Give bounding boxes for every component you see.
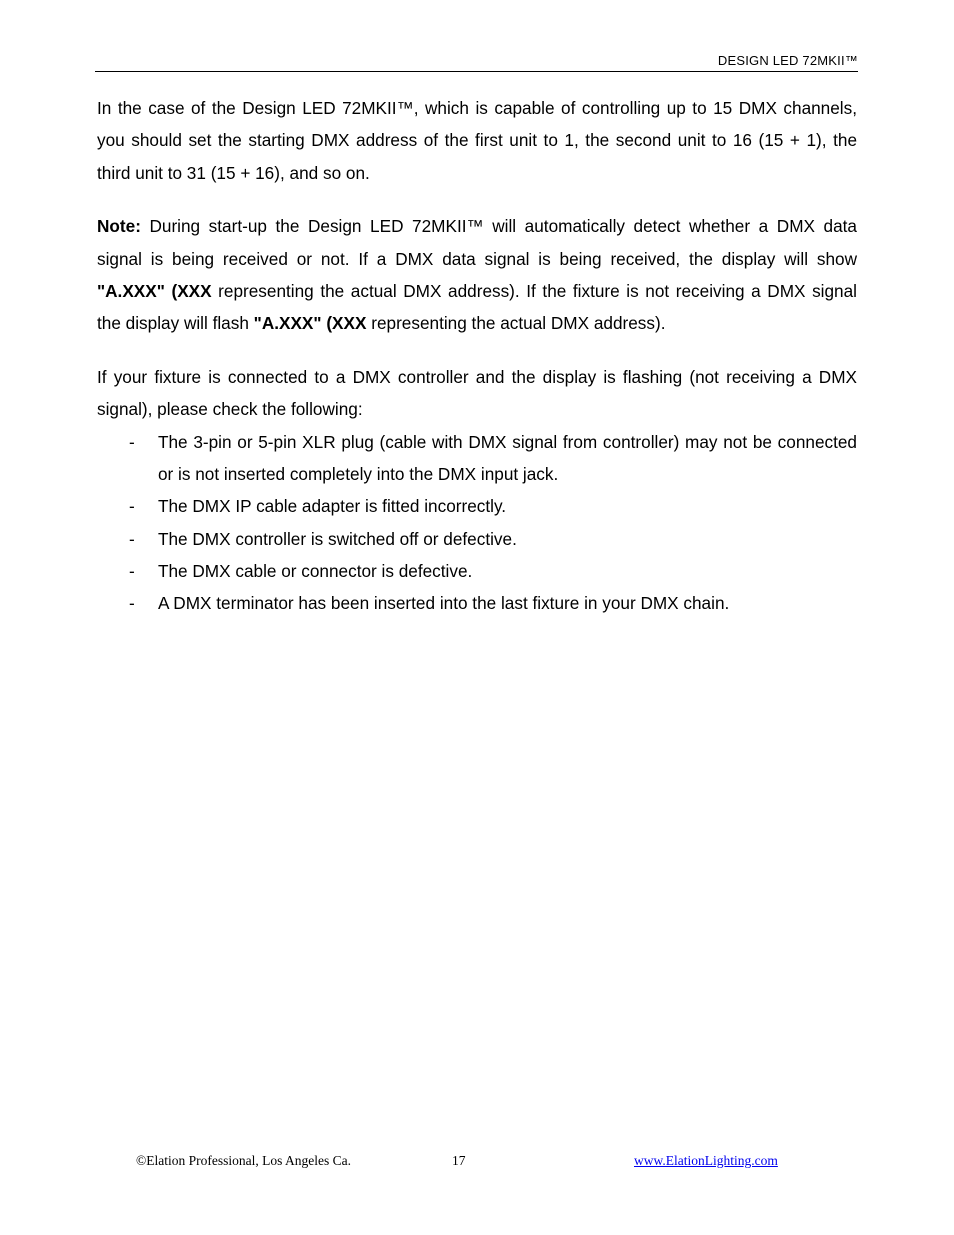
- bullet-dash: -: [129, 593, 135, 614]
- note-label: Note:: [97, 216, 141, 237]
- paragraph-check-intro: If your fixture is connected to a DMX controller and the display is flashing (not receiving a DMX signal), please check the following:: [97, 367, 857, 420]
- checklist: [97, 426, 857, 620]
- list-item: [97, 490, 857, 522]
- paragraph-dmx-addressing: In the case of the Design LED 72MKII™, which is capable of controlling up to 15 DMX channels, you should set the starting DMX address of the first unit to 1, the second unit to 16 (15 + 1), the third unit to 31 (15 + 16), and so on.: [97, 98, 857, 183]
- note-bold-1: "A.XXX" (XXX: [97, 280, 212, 301]
- list-item-text: The 3-pin or 5-pin XLR plug (cable with DMX signal from controller) may not be connected or is not inserted completely into the DMX input jack.: [158, 431, 857, 484]
- list-item: [97, 587, 857, 619]
- bullet-dash: -: [129, 496, 135, 517]
- page-footer: [0, 1150, 954, 1172]
- header-divider: [95, 71, 858, 72]
- list-item-text: The DMX controller is switched off or defective.: [158, 528, 517, 549]
- note-text-3: representing the actual DMX address).: [366, 313, 666, 334]
- list-item-text: The DMX cable or connector is defective.: [158, 560, 473, 581]
- note-text-2: representing the actual DMX address). If the fixture is not receiving a DMX signal the display will flash: [97, 280, 857, 334]
- page-number: 17: [452, 1153, 466, 1168]
- list-item: [97, 555, 857, 587]
- paragraph-note: [97, 210, 857, 339]
- page-header-title: DESIGN LED 72MKII™: [717, 53, 858, 68]
- list-item: [97, 523, 857, 555]
- page-body: [97, 92, 857, 619]
- note-bold-2: "A.XXX" (XXX: [253, 313, 367, 334]
- bullet-dash: -: [129, 560, 135, 581]
- list-item: [97, 426, 857, 491]
- bullet-dash: -: [129, 431, 135, 452]
- list-item-text: A DMX terminator has been inserted into the last fixture in your DMX chain.: [158, 593, 730, 614]
- bullet-dash: -: [129, 528, 135, 549]
- note-text-1: During start-up the Design LED 72MKII™ will automatically detect whether a DMX data signal is being received or not. If a DMX data signal is being received, the display will show: [97, 216, 857, 269]
- list-item-text: The DMX IP cable adapter is fitted incorrectly.: [158, 496, 507, 517]
- footer-copyright: ©Elation Professional, Los Angeles Ca.: [136, 1153, 351, 1168]
- footer-website-link[interactable]: www.ElationLighting.com: [634, 1153, 778, 1168]
